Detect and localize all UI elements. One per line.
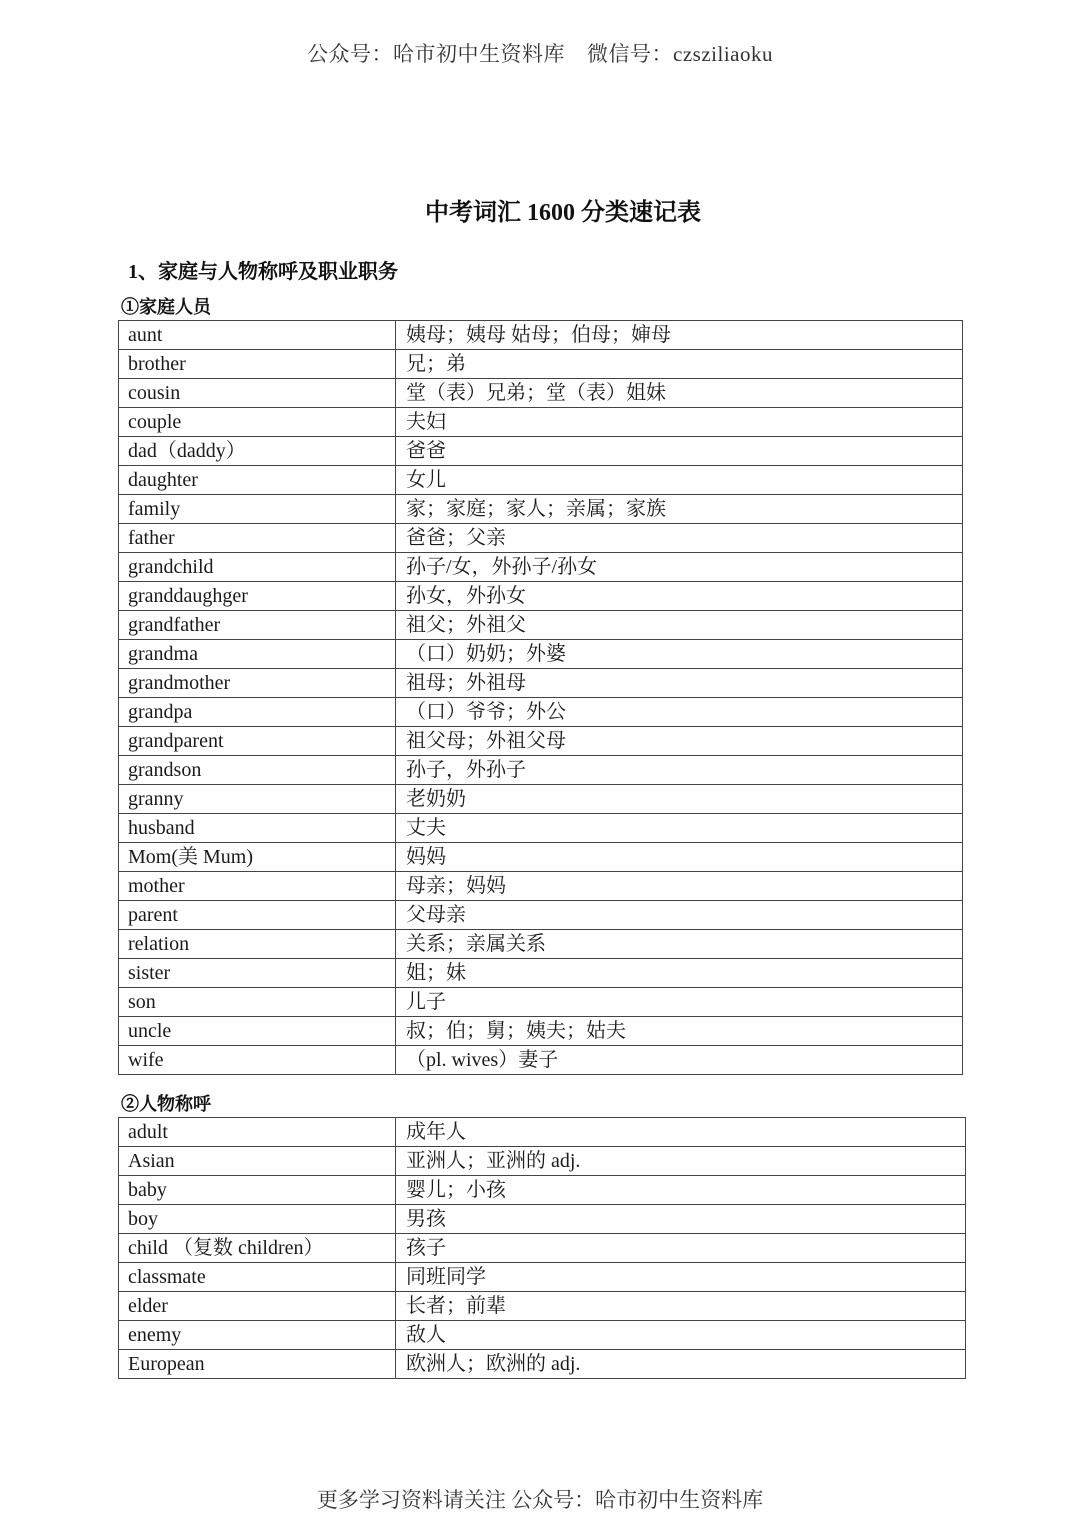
word-cell: parent [119, 901, 396, 930]
word-cell: aunt [119, 321, 396, 350]
word-cell: cousin [119, 379, 396, 408]
word-cell: sister [119, 959, 396, 988]
document-title: 中考词汇 1600 分类速记表 [425, 200, 701, 226]
table-row [119, 843, 963, 872]
word-cell: grandpa [119, 698, 396, 727]
word-cell: grandparent [119, 727, 396, 756]
word-cell: son [119, 988, 396, 1017]
table-row [119, 785, 963, 814]
word-cell: wife [119, 1046, 396, 1075]
subsection-label-family-members: ①家庭人员 [121, 297, 211, 317]
meaning-cell: 敌人 [396, 1321, 966, 1350]
word-cell: couple [119, 408, 396, 437]
meaning-cell: 同班同学 [396, 1263, 966, 1292]
table-row [119, 1292, 966, 1321]
table-row [119, 814, 963, 843]
page-footer: 更多学习资料请关注 公众号：哈市初中生资料库 [316, 1488, 764, 1512]
table-row [119, 727, 963, 756]
table-row [119, 698, 963, 727]
word-cell: boy [119, 1205, 396, 1234]
meaning-cell: 爸爸 [396, 437, 963, 466]
word-cell: grandfather [119, 611, 396, 640]
meaning-cell: 孙女，外孙女 [396, 582, 963, 611]
table-row [119, 553, 963, 582]
word-cell: Asian [119, 1147, 396, 1176]
meaning-cell: 关系；亲属关系 [396, 930, 963, 959]
meaning-cell: 家；家庭；家人；亲属；家族 [396, 495, 963, 524]
meaning-cell: （口）爷爷；外公 [396, 698, 963, 727]
meaning-cell: 成年人 [396, 1118, 966, 1147]
header-wechat-label: 微信号：czsziliaoku [587, 42, 773, 66]
table-row [119, 350, 963, 379]
word-cell: relation [119, 930, 396, 959]
meaning-cell: 兄；弟 [396, 350, 963, 379]
table-row [119, 669, 963, 698]
word-cell: grandson [119, 756, 396, 785]
table-row [119, 1017, 963, 1046]
meaning-cell: 亚洲人；亚洲的 adj. [396, 1147, 966, 1176]
subsection-label-person-titles: ②人物称呼 [121, 1094, 211, 1114]
table-row [119, 495, 963, 524]
meaning-cell: 孩子 [396, 1234, 966, 1263]
meaning-cell: 女儿 [396, 466, 963, 495]
word-cell: grandmother [119, 669, 396, 698]
word-cell: classmate [119, 1263, 396, 1292]
word-cell: European [119, 1350, 396, 1379]
header-account-label: 公众号：哈市初中生资料库 [307, 42, 566, 66]
word-cell: uncle [119, 1017, 396, 1046]
meaning-cell: 姨母；姨母 姑母；伯母；婶母 [396, 321, 963, 350]
table-row [119, 1046, 963, 1075]
word-cell: enemy [119, 1321, 396, 1350]
word-cell: child （复数 children） [119, 1234, 396, 1263]
meaning-cell: 夫妇 [396, 408, 963, 437]
meaning-cell: 祖父；外祖父 [396, 611, 963, 640]
meaning-cell: 父母亲 [396, 901, 963, 930]
table-row [119, 1147, 966, 1176]
meaning-cell: 孙子，外孙子 [396, 756, 963, 785]
meaning-cell: 儿子 [396, 988, 963, 1017]
meaning-cell: （pl. wives）妻子 [396, 1046, 963, 1075]
word-cell: baby [119, 1176, 396, 1205]
table-row [119, 1321, 966, 1350]
table-row [119, 379, 963, 408]
table-row [119, 524, 963, 553]
table-row [119, 959, 963, 988]
meaning-cell: 孙子/女，外孙子/孙女 [396, 553, 963, 582]
table-row [119, 582, 963, 611]
page-header [0, 38, 1080, 68]
table-row [119, 466, 963, 495]
word-cell: adult [119, 1118, 396, 1147]
word-cell: brother [119, 350, 396, 379]
table-row [119, 408, 963, 437]
table-row [119, 872, 963, 901]
table-row [119, 1234, 966, 1263]
meaning-cell: 长者；前辈 [396, 1292, 966, 1321]
meaning-cell: 老奶奶 [396, 785, 963, 814]
table-row [119, 756, 963, 785]
table-row [119, 1263, 966, 1292]
meaning-cell: 男孩 [396, 1205, 966, 1234]
vocab-table-person-titles [118, 1117, 966, 1379]
word-cell: granddaughger [119, 582, 396, 611]
meaning-cell: 妈妈 [396, 843, 963, 872]
word-cell: grandchild [119, 553, 396, 582]
word-cell: husband [119, 814, 396, 843]
table-row [119, 1205, 966, 1234]
word-cell: mother [119, 872, 396, 901]
table-row [119, 437, 963, 466]
table-row [119, 988, 963, 1017]
section-heading: 1、家庭与人物称呼及职业职务 [128, 261, 398, 283]
meaning-cell: 祖父母；外祖父母 [396, 727, 963, 756]
table-row [119, 930, 963, 959]
word-cell: daughter [119, 466, 396, 495]
meaning-cell: 堂（表）兄弟；堂（表）姐妹 [396, 379, 963, 408]
table-row [119, 640, 963, 669]
meaning-cell: 欧洲人；欧洲的 adj. [396, 1350, 966, 1379]
word-cell: granny [119, 785, 396, 814]
table-row [119, 611, 963, 640]
meaning-cell: 姐；妹 [396, 959, 963, 988]
meaning-cell: 婴儿；小孩 [396, 1176, 966, 1205]
word-cell: Mom(美 Mum) [119, 843, 396, 872]
vocab-table-family-members [118, 320, 963, 1075]
table-row [119, 901, 963, 930]
meaning-cell: （口）奶奶；外婆 [396, 640, 963, 669]
word-cell: family [119, 495, 396, 524]
meaning-cell: 爸爸；父亲 [396, 524, 963, 553]
word-cell: grandma [119, 640, 396, 669]
meaning-cell: 叔；伯；舅；姨夫；姑夫 [396, 1017, 963, 1046]
table-row [119, 1176, 966, 1205]
word-cell: dad（daddy） [119, 437, 396, 466]
table-row [119, 321, 963, 350]
meaning-cell: 丈夫 [396, 814, 963, 843]
meaning-cell: 母亲；妈妈 [396, 872, 963, 901]
meaning-cell: 祖母；外祖母 [396, 669, 963, 698]
word-cell: elder [119, 1292, 396, 1321]
table-row [119, 1350, 966, 1379]
table-row [119, 1118, 966, 1147]
word-cell: father [119, 524, 396, 553]
